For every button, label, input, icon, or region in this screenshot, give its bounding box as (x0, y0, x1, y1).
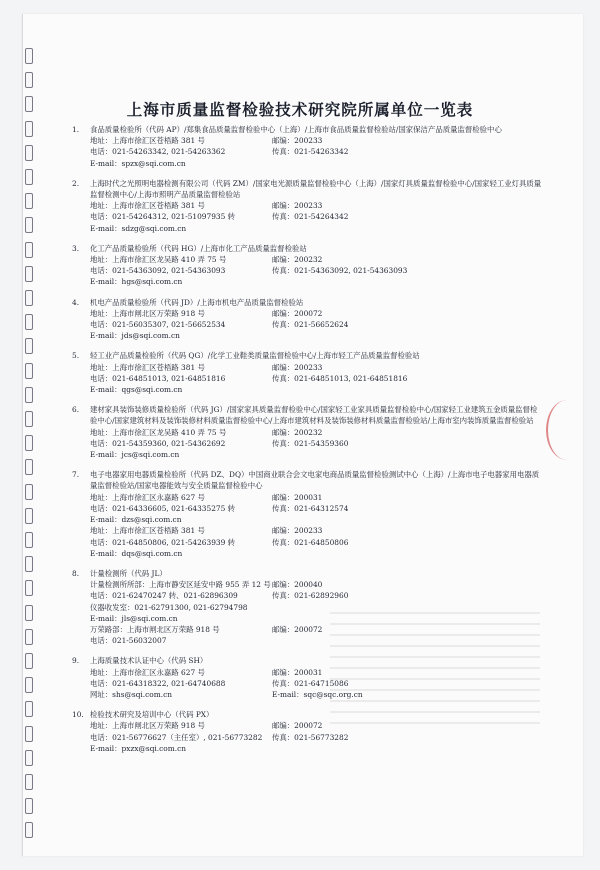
unit-entry (72, 350, 542, 395)
contact-detail: 电话：021-54363092, 021-54363093 (90, 266, 226, 276)
contact-detail-secondary: 传真：021-62892960 (272, 591, 349, 601)
contact-detail-secondary: 传真：021-54264342 (272, 212, 349, 222)
contact-detail: 地址：上海市徐汇区苍梧路 381 号 (90, 526, 205, 536)
unit-name: 计量检测所（代码 JL） (90, 568, 167, 578)
unit-heading (72, 709, 542, 720)
contact-detail-secondary: 邮编：200072 (272, 624, 323, 634)
punch-hole (25, 629, 33, 645)
contact-line (72, 579, 542, 590)
contact-detail: 电话：021-56776627（主任室）, 021-56773282 (90, 732, 263, 742)
contact-detail: 电话：021-54264312, 021-51097935 转 (90, 212, 236, 222)
contact-line (72, 330, 542, 341)
contact-detail: 地址：上海市徐汇区龙吴路 410 弄 75 号 (90, 255, 227, 265)
unit-number: 9. (72, 656, 80, 666)
unit-name: 机电产品质量检验所（代码 JD）/上海市机电产品质量监督检验站 (90, 297, 304, 307)
punch-hole (25, 242, 33, 258)
punch-hole (25, 72, 33, 88)
unit-entry (72, 178, 542, 234)
contact-detail-secondary (272, 514, 542, 525)
unit-name: 电子电器家用电器质量检验所（代码 DZ、DQ）中国商业联合会文电家电商品质量监督检验测试中心（上海）/上海市电子电器家用电器质量监督检验站/国家电器能效与安全质量监督检验中心 (90, 470, 540, 491)
contact-detail: 电话：021-64851013, 021-64851816 (90, 373, 226, 383)
binding-holes (25, 48, 39, 848)
contact-line (72, 635, 542, 646)
unit-name: 检验技术研究及培训中心（代码 PX） (90, 710, 214, 720)
contact-detail: 电话：021-64850806, 021-54263939 转 (90, 537, 236, 547)
contact-detail: E-mail：sdzg@sqi.com.cn (90, 223, 187, 233)
punch-hole (25, 169, 33, 185)
contact-line (72, 158, 542, 169)
contact-detail: 电话：021-56035307, 021-56652534 (90, 320, 226, 330)
contact-detail-secondary: 传真：021-64851013, 021-64851816 (272, 373, 408, 383)
contact-detail-secondary: 邮编：200232 (272, 427, 323, 437)
contact-detail-secondary: 邮编：200072 (272, 308, 323, 318)
contact-detail-secondary: 传真：021-54363092, 021-54363093 (272, 266, 408, 276)
contact-detail-secondary: 邮编：200233 (272, 136, 323, 146)
punch-hole (25, 605, 33, 621)
unit-list (72, 124, 542, 763)
contact-detail: E-mail：jcs@sqi.com.cn (90, 450, 180, 460)
contact-detail-secondary: 邮编：200072 (272, 721, 323, 731)
punch-hole (25, 556, 33, 572)
contact-detail: 地址：上海市徐汇区永嘉路 627 号 (90, 492, 205, 502)
unit-heading (72, 297, 542, 308)
contact-line (72, 135, 542, 146)
unit-number: 6. (72, 405, 80, 415)
punch-hole (25, 701, 33, 717)
punch-hole (25, 387, 33, 403)
unit-entry (72, 124, 542, 169)
contact-detail: E-mail：qgs@sqi.com.cn (90, 385, 183, 395)
contact-detail-secondary: 邮编：200031 (272, 492, 323, 502)
contact-detail-secondary (272, 276, 542, 287)
unit-number: 10. (72, 710, 84, 720)
contact-detail: 地址：上海市徐汇区苍梧路 381 号 (90, 362, 205, 372)
contact-detail-secondary: 邮编：200232 (272, 255, 323, 265)
unit-heading (72, 404, 542, 426)
contact-line (72, 211, 542, 222)
punch-hole (25, 48, 33, 64)
contact-detail-secondary: 传真：021-56652624 (272, 320, 349, 330)
unit-number: 1. (72, 125, 80, 134)
contact-detail-secondary (272, 449, 542, 460)
contact-line (72, 373, 542, 384)
contact-detail: 地址：上海市闸北区万荣路 918 号 (90, 721, 205, 731)
contact-line (72, 492, 542, 503)
contact-detail-secondary (272, 330, 542, 341)
contact-detail-secondary (272, 223, 542, 234)
unit-heading (72, 568, 542, 579)
contact-line (72, 449, 542, 460)
contact-line (72, 427, 542, 438)
punch-hole (25, 217, 33, 233)
unit-heading (72, 124, 542, 135)
contact-detail-secondary: 传真：021-64715086 (272, 678, 349, 688)
contact-detail: 地址：上海市徐汇区龙吴路 410 弄 75 号 (90, 427, 227, 437)
contact-line (72, 319, 542, 330)
contact-detail: E-mail：jls@sqi.com.cn (90, 613, 178, 623)
contact-line (72, 308, 542, 319)
contact-line (72, 548, 542, 559)
unit-heading (72, 469, 542, 491)
contact-line (72, 200, 542, 211)
contact-line (72, 732, 542, 743)
contact-detail-secondary: 传真：021-64312574 (272, 503, 349, 513)
contact-line (72, 689, 542, 700)
punch-hole (25, 435, 33, 451)
contact-detail-secondary: 传真：021-54263342 (272, 147, 349, 157)
contact-detail-secondary: E-mail：sqc@sqc.org.cn (272, 689, 363, 699)
contact-line (72, 602, 542, 613)
contact-line (72, 525, 542, 536)
contact-detail: E-mail：dqs@sqi.com.cn (90, 548, 183, 558)
contact-line (72, 438, 542, 449)
unit-name: 食品质量检验所（代码 AP）/郑集食品质量监督检验中心（上海）/上海市食品质量监督检验站/国家保洁产品质量监督检验中心 (90, 125, 502, 134)
contact-detail: 地址：上海市徐汇区苍梧路 381 号 (90, 201, 205, 211)
contact-detail: 电话：021-54263342, 021-54263362 (90, 147, 226, 157)
punch-hole (25, 822, 33, 838)
contact-detail: 地址：上海市徐汇区永嘉路 627 号 (90, 667, 205, 677)
contact-detail: 计量检测所所部：上海市静安区延安中路 955 弄 12 号 (90, 580, 271, 590)
contact-detail: 电话：021-62470247 转、021-62896309 (90, 591, 238, 601)
contact-line (72, 743, 542, 754)
contact-detail-secondary: 邮编：200233 (272, 201, 323, 211)
contact-line (72, 276, 542, 287)
contact-line (72, 503, 542, 514)
contact-detail-secondary: 传真：021-54359360 (272, 438, 349, 448)
contact-detail-secondary: 邮编：200233 (272, 526, 323, 536)
contact-line (72, 265, 542, 276)
contact-line (72, 254, 542, 265)
unit-entry (72, 469, 542, 559)
punch-hole (25, 193, 33, 209)
contact-line (72, 537, 542, 548)
punch-hole (25, 580, 33, 596)
contact-line (72, 667, 542, 678)
contact-detail-secondary: 邮编：200031 (272, 667, 323, 677)
contact-detail: E-mail：pxzx@sqi.com.cn (90, 743, 186, 753)
punch-hole (25, 677, 33, 693)
contact-detail: 电话：021-64336605, 021-64335275 转 (90, 503, 236, 513)
unit-entry (72, 297, 542, 342)
contact-detail-secondary (272, 602, 542, 613)
unit-number: 8. (72, 568, 80, 578)
contact-detail-secondary: 邮编：200233 (272, 362, 323, 372)
unit-name: 上海时代之光照明电器检测有限公司（代码 ZM）/国家电光源质量监督检验中心（上海）/国家灯具质量监督检验中心/国家轻工业灯具质量监督检测中心/上海市照明产品质量监督检验站 (90, 178, 542, 200)
contact-line (72, 223, 542, 234)
punch-hole (25, 121, 33, 137)
contact-detail: 电话：021-54359360, 021-54362692 (90, 438, 226, 448)
punch-hole (25, 508, 33, 524)
unit-number: 5. (72, 351, 80, 361)
page-title: 上海市质量监督检验技术研究院所属单位一览表 (126, 101, 474, 119)
contact-detail: E-mail：dzs@sqi.com.cn (90, 515, 182, 525)
punch-hole (25, 459, 33, 475)
contact-line (72, 613, 542, 624)
punch-hole (25, 363, 33, 379)
contact-line (72, 362, 542, 373)
contact-detail: 仪器收发室：021-62791300, 021-62794798 (90, 602, 248, 612)
punch-hole (25, 532, 33, 548)
contact-detail-secondary (272, 635, 542, 646)
unit-entry (72, 404, 542, 460)
unit-heading (72, 243, 542, 254)
unit-name: 化工产品质量检验所（代码 HG）/上海市化工产品质量监督检验站 (90, 243, 307, 253)
contact-detail: E-mail：spzx@sqi.com.cn (90, 158, 186, 168)
contact-line (72, 384, 542, 395)
contact-detail: E-mail：hgs@sqi.com.cn (90, 277, 183, 287)
unit-number: 2. (72, 178, 80, 188)
contact-detail: 地址：上海市闸北区万荣路 918 号 (90, 308, 205, 318)
punch-hole (25, 726, 33, 742)
contact-detail: 万荣路部：上海市闸北区万荣路 918 号 (90, 624, 220, 634)
punch-hole (25, 484, 33, 500)
contact-line (72, 678, 542, 689)
unit-entry (72, 709, 542, 754)
contact-detail: 网址：shs@sqi.com.cn (90, 689, 172, 699)
contact-detail: E-mail：jds@sqi.com.cn (90, 331, 180, 341)
punch-hole (25, 338, 33, 354)
punch-hole (25, 411, 33, 427)
contact-detail-secondary (272, 613, 542, 624)
punch-hole (25, 266, 33, 282)
contact-detail-secondary: 传真：021-64850806 (272, 537, 349, 547)
unit-entry (72, 568, 542, 646)
punch-hole (25, 798, 33, 814)
unit-name: 上海质量技术认证中心（代码 SH） (90, 656, 208, 666)
unit-heading (72, 350, 542, 361)
unit-number: 7. (72, 470, 80, 480)
unit-number: 4. (72, 297, 80, 307)
contact-line (72, 146, 542, 157)
unit-name: 轻工业产品质量检验所（代码 QG）/化学工业鞋类质量监督检验中心/上海市轻工产品质量监督检验站 (90, 351, 420, 361)
contact-detail-secondary (272, 384, 542, 395)
contact-detail-secondary (272, 548, 542, 559)
contact-line (72, 624, 542, 635)
punch-hole (25, 653, 33, 669)
unit-heading (72, 178, 542, 200)
punch-hole (25, 774, 33, 790)
punch-hole (25, 750, 33, 766)
punch-hole (25, 314, 33, 330)
contact-detail-secondary: 邮编：200040 (272, 580, 323, 590)
unit-number: 3. (72, 243, 80, 253)
unit-name: 建材家具装饰装修质量检验所（代码 JG）/国家家具质量监督检验中心/国家轻工业家具质量监督检验中心/国家轻工业建筑五金质量监督检验中心/国家建筑材料及装饰装修材料质量监督检验中心/上海市建筑材料及装饰装修材料质量监督检验站/上海市室内装饰质量监督检验站 (90, 405, 538, 426)
punch-hole (25, 290, 33, 306)
contact-detail-secondary (272, 158, 542, 169)
contact-detail: 电话：021-56032007 (90, 636, 167, 646)
contact-detail: 电话：021-64318322, 021-64740688 (90, 678, 226, 688)
contact-line (72, 720, 542, 731)
unit-entry (72, 655, 542, 700)
unit-entry (72, 243, 542, 288)
contact-line (72, 514, 542, 525)
punch-hole (25, 145, 33, 161)
contact-detail-secondary (272, 743, 542, 754)
contact-detail: 地址：上海市徐汇区苍梧路 381 号 (90, 136, 205, 146)
unit-heading (72, 655, 542, 666)
contact-line (72, 590, 542, 601)
contact-detail-secondary: 传真：021-56773282 (272, 732, 349, 742)
